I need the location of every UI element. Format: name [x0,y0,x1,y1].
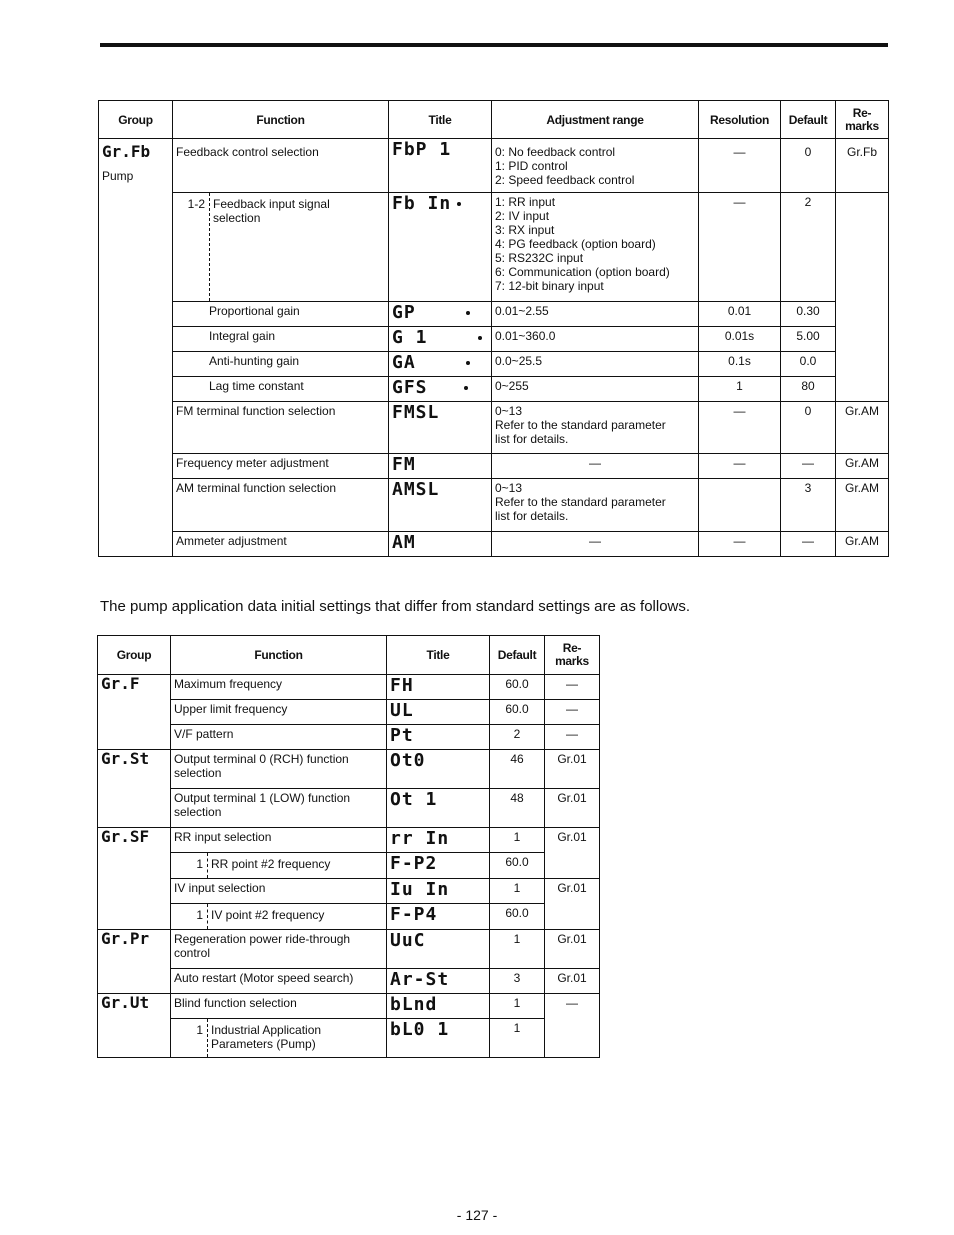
remarks-cell: — [545,675,600,700]
range-cell: 0~13 Refer to the standard parameter list for details. [492,479,699,532]
remarks-cell: — [545,700,600,725]
header-range: Adjustment range [492,101,699,139]
remarks-cell: Gr.01 [545,750,600,789]
default-cell: 60.0 [490,700,545,725]
range-cell: 0~13 Refer to the standard parameter list for details. [492,402,699,454]
header-resolution: Resolution [699,101,781,139]
bullet-dot [466,311,470,315]
title-code: GA [392,352,416,373]
group-cell [98,828,171,930]
table-row [99,193,889,302]
bullet-dot [464,386,468,390]
group-code: Gr.Ut [101,993,150,1012]
header-title: Title [387,636,490,675]
function-cell: Output terminal 0 (RCH) function selection [171,750,387,789]
function-cell [171,904,387,930]
function-cell [173,193,389,302]
table-row [98,1019,600,1058]
title-cell: FbP 1 [389,139,492,193]
default-cell: — [781,454,836,479]
function-cell: IV input selection [171,879,387,904]
header-title: Title [389,101,492,139]
intro-text: The pump application data initial settings that differ from standard settings are as follows. [100,598,691,615]
group-cell [99,139,173,557]
default-cell: 3 [781,479,836,532]
title-code: GFS [392,377,428,398]
table-row [98,750,600,789]
sub-number: 1 [171,1019,208,1057]
remarks-cell: Gr.AM [836,454,889,479]
default-cell: 0.30 [781,302,836,327]
title-cell: UuC [387,930,490,969]
title-cell: FM [389,454,492,479]
title-cell: bLnd [387,994,490,1019]
initial-settings-table [97,635,600,1058]
remarks-cell: — [545,994,600,1019]
resolution-cell [699,479,781,532]
function-label: Lag time constant [209,379,304,393]
title-cell: AMSL [389,479,492,532]
sub-function: IV point #2 frequency [211,908,325,922]
resolution-cell: — [699,454,781,479]
function-label: Integral gain [209,329,276,343]
resolution-cell: — [699,402,781,454]
default-cell: 1 [490,828,545,853]
default-cell: 48 [490,789,545,828]
table-row [98,675,600,700]
sub-number: 1 [171,904,208,929]
table-row [99,377,889,402]
default-cell: 1 [490,930,545,969]
group-code: Gr.SF [101,827,150,846]
header-default: Default [490,636,545,675]
default-cell: 60.0 [490,675,545,700]
title-cell: bL0 1 [387,1019,490,1058]
remarks-cell [545,853,600,879]
title-cell: rr In [387,828,490,853]
function-cell: Auto restart (Motor speed search) [171,969,387,994]
table-row [99,139,889,193]
range-cell: — [492,454,699,479]
remarks-cell: Gr.Fb [836,139,889,193]
title-cell: Ar-St [387,969,490,994]
range-cell: 0.01~360.0 [492,327,699,352]
top-rule [100,43,888,47]
range-cell: 0~255 [492,377,699,402]
remarks-cell: Gr.AM [836,402,889,454]
remarks-cell: Gr.AM [836,479,889,532]
remarks-cell: Gr.01 [545,969,600,994]
default-cell: 46 [490,750,545,789]
range-cell: 0.0~25.5 [492,352,699,377]
function-cell: FM terminal function selection [173,402,389,454]
page-number: - 127 - [456,1207,498,1223]
bullet-dot [478,336,482,340]
function-cell: V/F pattern [171,725,387,750]
title-cell: Iu In [387,879,490,904]
function-cell: Feedback control selection [173,139,389,193]
title-cell: Pt [387,725,490,750]
resolution-cell: 1 [699,377,781,402]
table-row [98,969,600,994]
group-code: Gr.St [101,749,150,768]
table-row [98,789,600,828]
default-cell: 2 [781,193,836,302]
header-default: Default [781,101,836,139]
sub-function: RR point #2 frequency [211,857,331,871]
range-cell: — [492,532,699,557]
function-cell: RR input selection [171,828,387,853]
range-cell: 0: No feedback control 1: PID control 2: Speed feedback control [492,139,699,193]
function-cell: Frequency meter adjustment [173,454,389,479]
function-cell: Output terminal 1 (LOW) function selection [171,789,387,828]
remarks-cell: Gr.01 [545,879,600,904]
table-row [98,994,600,1019]
title-cell: Ot 1 [387,789,490,828]
table-row [99,479,889,532]
table-row [98,725,600,750]
table-row [98,828,600,853]
function-cell [173,327,389,352]
group-cell [98,675,171,750]
default-cell: 80 [781,377,836,402]
function-cell [173,377,389,402]
default-cell: 0.0 [781,352,836,377]
remarks-cell: Gr.AM [836,532,889,557]
function-cell [171,853,387,879]
default-cell: 1 [490,879,545,904]
remarks-cell [545,1019,600,1058]
table-row [99,402,889,454]
remarks-cell: — [545,725,600,750]
default-cell: 2 [490,725,545,750]
table-row [99,532,889,557]
resolution-cell: — [699,193,781,302]
sub-function: Feedback input signal selection [213,197,330,225]
default-cell: 0 [781,139,836,193]
remarks-cell: Gr.01 [545,930,600,969]
range-cell: 1: RR input 2: IV input 3: RX input 4: PG feedback (option board) 5: RS232C input 6: Communication (option board) 7: 12-bit binary input [492,193,699,302]
group-code: Gr.Pr [101,929,150,948]
header-function: Function [173,101,389,139]
title-cell: FH [387,675,490,700]
header-group: Group [98,636,171,675]
group-cell [98,994,171,1058]
default-cell: 1 [490,1019,545,1058]
group-name: Pump [102,169,134,183]
header-function: Function [171,636,387,675]
remarks-cell: Gr.01 [545,828,600,853]
default-cell: 60.0 [490,904,545,930]
title-code: G 1 [392,327,428,348]
function-cell [173,302,389,327]
resolution-cell: — [699,139,781,193]
function-cell [173,352,389,377]
remarks-cell [836,193,889,402]
header-group: Group [99,101,173,139]
title-cell: F-P4 [387,904,490,930]
pump-parameter-table [98,100,889,557]
table-row [99,352,889,377]
default-cell: 5.00 [781,327,836,352]
group-code: Gr.F [101,674,140,693]
table-row [98,930,600,969]
table-row [99,302,889,327]
resolution-cell: 0.01 [699,302,781,327]
function-cell: Upper limit frequency [171,700,387,725]
default-cell: 0 [781,402,836,454]
title-cell: F-P2 [387,853,490,879]
sub-function: Industrial Application Parameters (Pump) [211,1023,322,1051]
function-cell: Blind function selection [171,994,387,1019]
group-cell [98,930,171,994]
table-row [99,454,889,479]
remarks-cell: Gr.01 [545,789,600,828]
bullet-dot [457,202,461,206]
title-cell: Ot0 [387,750,490,789]
range-cell: 0.01~2.55 [492,302,699,327]
header-remarks: Re- marks [545,636,600,675]
table-row [98,853,600,879]
title-cell: FMSL [389,402,492,454]
table-row [98,904,600,930]
group-cell [98,750,171,828]
resolution-cell: 0.1s [699,352,781,377]
function-cell: Ammeter adjustment [173,532,389,557]
default-cell: 60.0 [490,853,545,879]
function-cell [171,1019,387,1058]
remarks-cell [545,904,600,930]
header-remarks: Re- marks [836,101,889,139]
sub-number: 1-2 [173,193,210,301]
function-label: Anti-hunting gain [209,354,300,368]
function-label: Proportional gain [209,304,300,318]
default-cell: 3 [490,969,545,994]
table-row [98,700,600,725]
resolution-cell: — [699,532,781,557]
function-cell: AM terminal function selection [173,479,389,532]
bullet-dot [466,361,470,365]
title-code: Fb In [392,193,452,214]
default-cell: 1 [490,994,545,1019]
table-row [98,879,600,904]
default-cell: — [781,532,836,557]
group-code: Gr.Fb [102,142,151,161]
function-cell: Regeneration power ride-through control [171,930,387,969]
resolution-cell: 0.01s [699,327,781,352]
function-cell: Maximum frequency [171,675,387,700]
title-cell: AM [389,532,492,557]
title-cell: UL [387,700,490,725]
title-code: GP [392,302,416,323]
table-row [99,327,889,352]
sub-number: 1 [171,853,208,878]
